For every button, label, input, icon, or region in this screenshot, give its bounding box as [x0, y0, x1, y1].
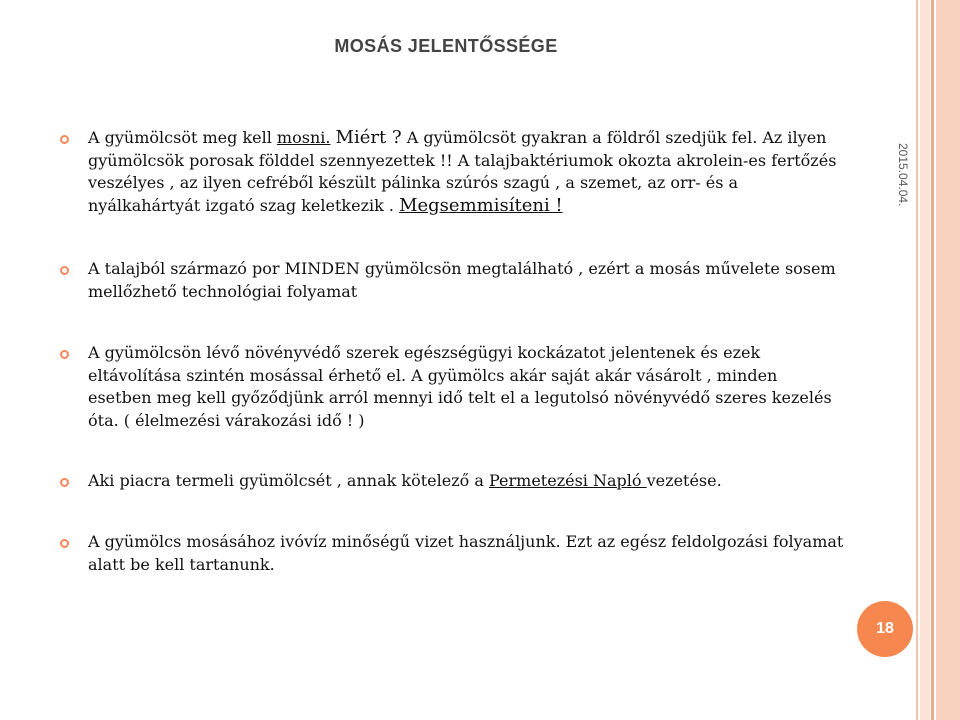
bullet-icon — [60, 266, 69, 275]
slide-title: MOSÁS JELENTŐSSÉGE — [334, 36, 558, 56]
bullet-text: A gyümölcsön lévő növényvédő szerek egészségügyi kockázatot jelentenek és ezek eltávolítása szintén mosással érhető el. A gyümölcs akár saját akár vásárolt , minden esetben meg kell győződjünk arról mennyi idő telt el a legutolsó növényvédő szeres kezelés óta. ( élelmezési várakozási idő ! ) — [88, 343, 832, 430]
bullet-text: A gyümölcsöt meg kell mosni. Miért ? A gyümölcsöt gyakran a földről szedjük fel. Az ilyen gyümölcsök porosak földdel szennyezettek !! A talajbaktériumok okozta akrolein-es fertőzés veszélyes , az ilyen cefréből készült pálinka szúrós szagú , a szemet, az orr- és a nyálkahártyát izgató szag keletkezik . Megsemmisíteni ! — [88, 127, 837, 216]
bullet-text: A talajból származó por MINDEN gyümölcsön megtalálható , ezért a mosás művelete sosem mellőzhető technológiai folyamat — [88, 259, 836, 301]
bullet-icon — [60, 539, 69, 548]
bullet-item-spraying-log — [56, 470, 846, 493]
bullet-icon — [60, 135, 69, 144]
bullet-item-cleaning-reason — [56, 127, 846, 217]
bullet-text: Aki piacra termeli gyümölcsét , annak kötelező a Permetezési Napló vezetése. — [88, 471, 722, 490]
bullet-text: A gyümölcs mosásához ivóvíz minőségű vizet használjunk. Ezt az egész feldolgozási folyamat alatt be kell tartanunk. — [88, 532, 844, 574]
decorative-stripe — [936, 0, 960, 720]
bullet-item-soil-dust — [56, 258, 846, 303]
decorative-stripe — [916, 0, 918, 720]
bullet-item-drinking-water — [56, 531, 846, 576]
bullet-item-pesticides — [56, 342, 846, 432]
bullet-icon — [60, 478, 69, 487]
decorative-stripe — [920, 0, 930, 720]
slide-date: 2015.04.04. — [896, 143, 910, 207]
page-number-badge: 18 — [857, 601, 913, 657]
decorative-stripe — [931, 0, 934, 720]
bullet-icon — [60, 350, 69, 359]
